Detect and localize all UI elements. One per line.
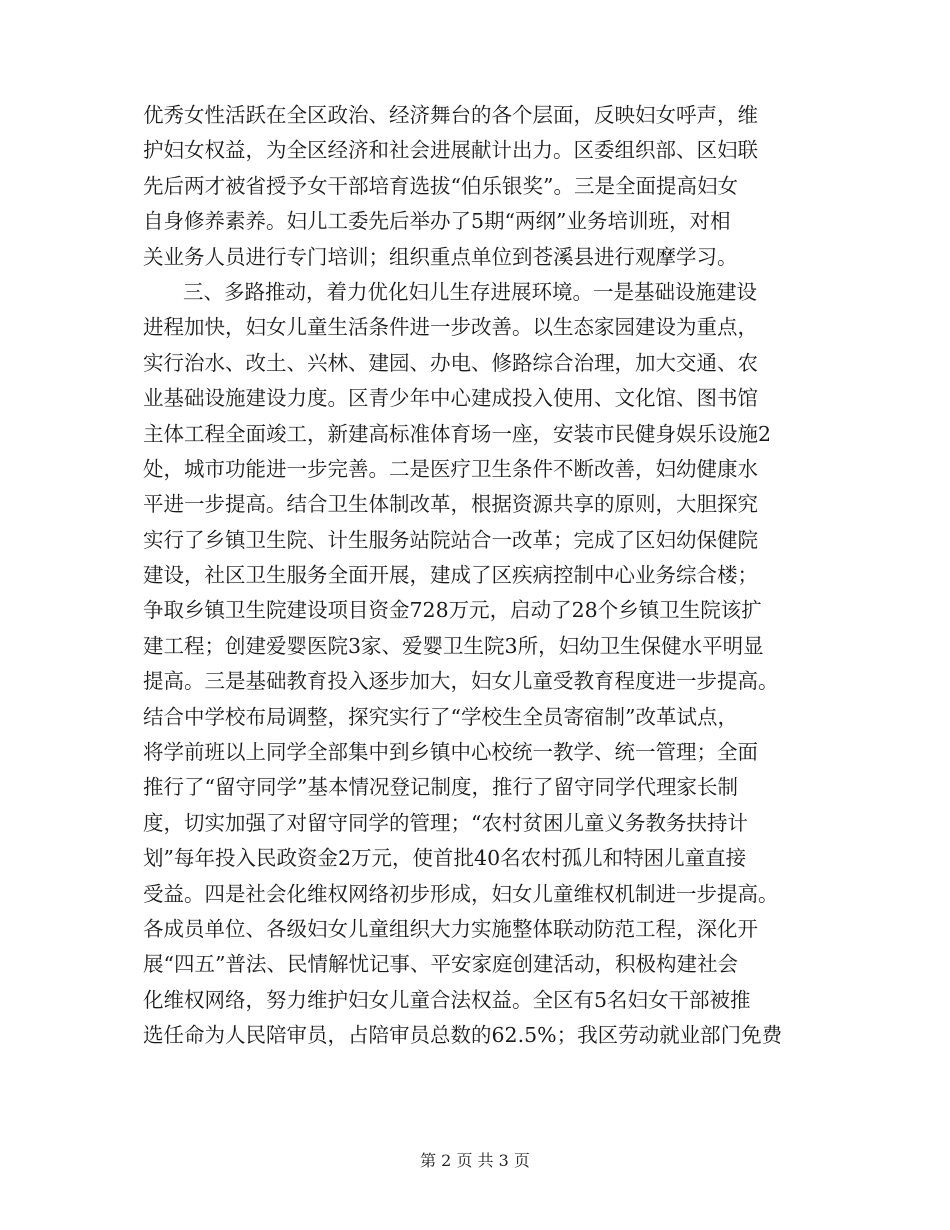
text-line: 优秀女性活跃在全区政治、经济舞台的各个层面，反映妇女呼声，维 [143,103,758,127]
text-line: 实行了乡镇卫生院、计生服务站院站合一改革；完成了区妇幼保健院 [143,527,758,552]
text-line: 进程加快，妇女儿童生活条件进一步改善。以生态家园建设为重点， [143,315,758,340]
text-line: 实行治水、改土、兴林、建园、办电、修路综合治理，加大交通、农 [143,350,758,375]
page-number-footer: 第 2 页 共 3 页 [420,1151,530,1170]
text-line: 建设，社区卫生服务全面开展，建成了区疾病控制中心业务综合楼； [143,563,758,588]
text-line: 结合中学校布局调整，探究实行了“学校生全员寄宿制”改革试点， [143,704,738,729]
text-line: 展“四五”普法、民情解忧记事、平安家庭创建活动，积极构建社会 [143,952,738,977]
text-line: 护妇女权益，为全区经济和社会进展献计出力。区委组织部、区妇联 [143,138,758,163]
text-line: 受益。四是社会化维权网络初步形成，妇女儿童维权机制进一步提高。 [143,881,779,906]
text-line: 度，切实加强了对留守同学的管理；“农村贫困儿童义务教务扶持计 [143,810,748,835]
text-line: 建工程；创建爱婴医院3家、爱婴卫生院3所，妇幼卫生保健水平明显 [143,633,764,658]
text-line: 处，城市功能进一步完善。二是医疗卫生条件不断改善，妇幼健康水 [143,456,758,481]
text-line: 推行了“留守同学”基本情况登记制度，推行了留守同学代理家长制 [143,775,738,800]
text-line: 各成员单位、各级妇女儿童组织大力实施整体联动防范工程，深化开 [143,916,758,941]
text-line: 自身修养素养。妇儿工委先后举办了5期“两纲”业务培训班，对相 [143,209,731,234]
text-line: 平进一步提高。结合卫生体制改革，根据资源共享的原则，大胆探究 [143,492,758,517]
text-line: 争取乡镇卫生院建设项目资金728万元，启动了28个乡镇卫生院该扩 [143,598,762,623]
text-line: 业基础设施建设力度。区青少年中心建成投入使用、文化馆、图书馆 [143,386,758,411]
text-line: 化维权网络，努力维护妇女儿童合法权益。全区有5名妇女干部被推 [143,987,751,1012]
text-line: 提高。三是基础教育投入逐步加大，妇女儿童受教育程度进一步提高。 [143,669,779,694]
text-line: 选任命为人民陪审员，占陪审员总数的62.5%；我区劳动就业部门免费 [143,1023,783,1048]
document-body [143,98,813,1054]
text-line: 将学前班以上同学全部集中到乡镇中心校统一教学、统一管理；全面 [143,740,758,765]
paragraph-start-line: 三、多路推动，着力优化妇儿生存进展环境。一是基础设施建设 [183,279,757,304]
text-line: 先后两才被省授予女干部培育选拔“伯乐银奖”。三是全面提高妇女 [143,173,738,198]
text-line: 关业务人员进行专门培训；组织重点单位到苍溪县进行观摩学习。 [143,244,738,269]
text-line: 划”每年投入民政资金2万元，使首批40名农村孤儿和特困儿童直接 [143,846,747,871]
text-line: 主体工程全面竣工，新建高标准体育场一座，安装市民健身娱乐设施2 [143,421,772,446]
